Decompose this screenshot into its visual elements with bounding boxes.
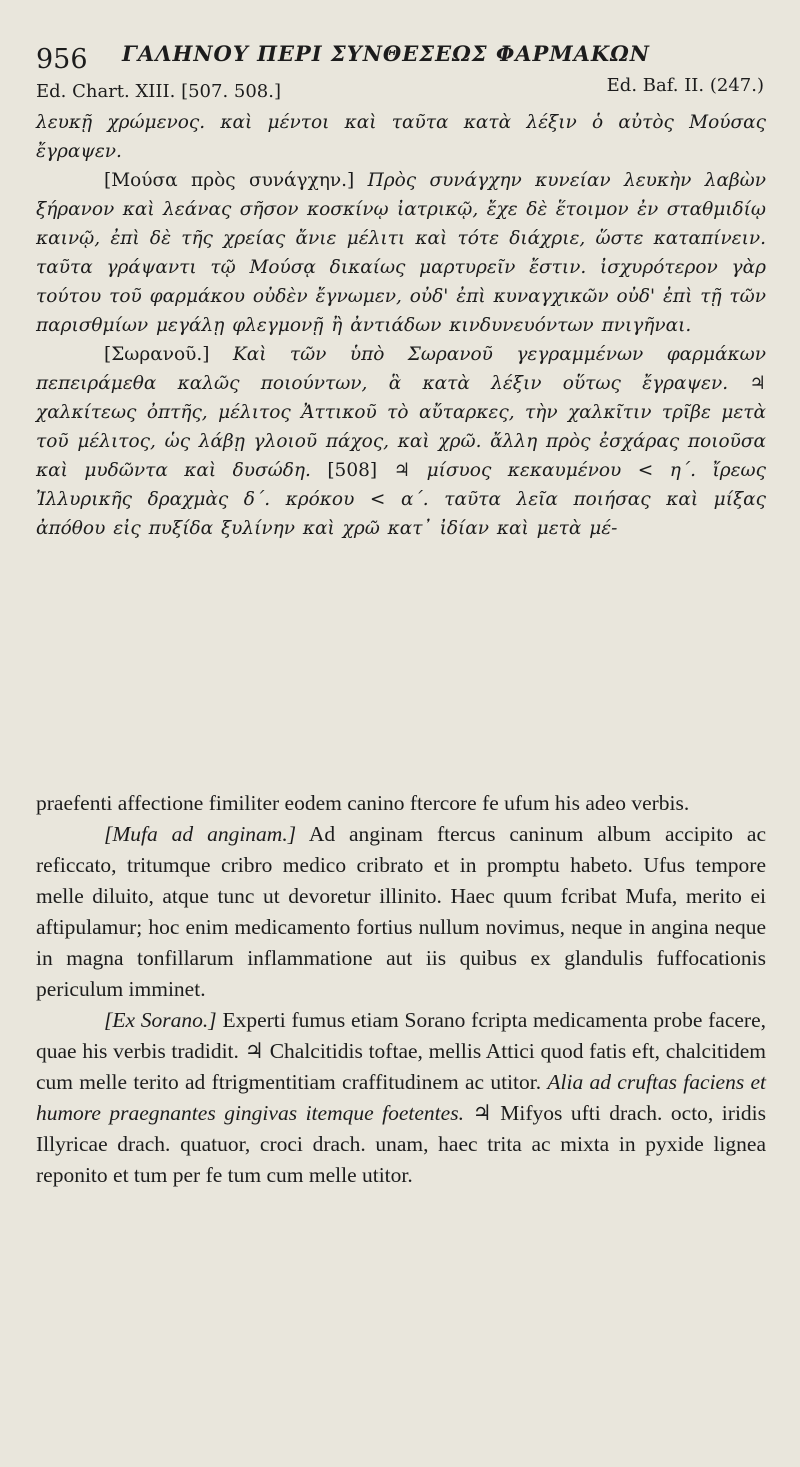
latin-text-soranus-intro: Experti fumus etiam Sorano fcripta medicamenta probe facere, quae his verbis tradidit. (36, 1008, 766, 1063)
page-number: 956 (36, 44, 88, 75)
running-head (36, 28, 766, 75)
greek-text-soranus-intro: Καὶ τῶν ὑπὸ Σωρανοῦ γεγραμμένων φαρμάκων πεπειράμεθα καλῶς ποιούντων, ἃ κατὰ λέξιν οὕτως ἔγραψεν. (36, 344, 766, 394)
greek-page-marker: [508] (327, 460, 378, 481)
greek-heading-musa: [Μούσα πρὸς συνάγχην.] (104, 170, 355, 191)
greek-paragraph-musa (36, 166, 766, 340)
latin-text-recipe-1: Chalcitidis toftae, mellis Attici quod fatis eft, chalcitidem cum melle terito ad ftrigmentitiam craffitudinem ac utitor. (36, 1039, 767, 1094)
latin-text (36, 788, 766, 1191)
recipe-symbol-icon: ♃ (393, 460, 411, 481)
latin-paragraph-soranus (36, 1005, 766, 1191)
recipe-symbol-icon: ♃ (472, 1101, 492, 1126)
drachm-symbol-icon: < (637, 460, 654, 481)
latin-heading-soranus: [Ex Sorano.] (104, 1008, 217, 1032)
latin-text-musa: Ad anginam ftercus caninum album accipito ac reficcato, tritumque cribro medico cribrato et in promptu habeto. Ufus tempore melle diluito, atque tunc ut devoretur illinito. Haec quum fcribat Mufa, merito ei aftipulamur; hoc enim medicamento fortius nullum novimus, neque in angina neque in magna tonfillarum inflammatione aut iis quibus ex glandulis fuffocationis periculum imminet. (36, 822, 766, 1001)
latin-paragraph-1: praefenti affectione fimiliter eodem canino ftercore fe ufum his adeo verbis. (36, 791, 690, 815)
greek-heading-soranus: [Σωρανοῦ.] (104, 344, 210, 365)
greek-text-recipe-2b: η΄. ἴρεως Ἰλλυρικῆς δραχμὰς δ΄. κρόκου (36, 460, 766, 510)
drachm-symbol-icon: < (369, 489, 386, 510)
greek-text-recipe-1: χαλκίτεως ὀπτῆς, μέλιτος Ἀττικοῦ τὸ αὔταρκες, τὴν χαλκῖτιν τρῖβε μετὰ τοῦ μέλιτος, ὡς λάβῃ γλοιοῦ πάχος, καὶ χρῶ. ἄλλη πρὸς ἐσχάρας ποιοῦσα καὶ μυδῶντα καὶ δυσώδη. (36, 402, 766, 481)
greek-text-musa: Πρὸς συνάγχην κυνείαν λευκὴν λαβὼν ξήρανον καὶ λεάνας σῆσον κοσκίνῳ ἰατρικῷ, ἔχε δὲ ἕτοιμον ἐν σταθμιδίῳ καινῷ, ἐπὶ δὲ τῆς χρείας ἄνιε μέλιτι καὶ τότε διάχριε, ὥστε καταπίνειν. ταῦτα γράψαντι τῷ Μούσᾳ δικαίως μαρτυρεῖν ἔστιν. ἰσχυρότερον γὰρ τούτου τοῦ φαρμάκου οὐδὲν ἔγνωμεν, οὐδ' ἐπὶ κυναγχικῶν οὐδ' ἐπὶ τῇ τῶν παρισθμίων μεγάλῃ φλεγμονῇ ἢ ἀντιάδων κινδυνευόντων πνιγῆναι. (36, 170, 766, 336)
greek-text-recipe-2a: μίσυος κεκαυμένου (426, 460, 622, 481)
greek-text-recipe-2c: α΄. ταῦτα λεῖα ποιήσας καὶ μίξας ἀπόθου εἰς πυξίδα ξυλίνην καὶ χρῶ κατ᾽ ἰδίαν καὶ μετὰ μέ- (36, 489, 766, 539)
running-title: ΓΑΛΗΝΟΥ ΠΕΡΙ ΣΥΝΘΕΣΕΩΣ ΦΑΡΜΑΚΩΝ (122, 41, 650, 66)
edition-line (36, 75, 766, 106)
edition-chartier: Ed. Chart. XIII. [507. 508.] (36, 81, 281, 102)
edition-basel: Ed. Baf. II. (247.) (606, 75, 764, 96)
greek-paragraph-1: λευκῇ χρώμενος. καὶ μέντοι καὶ ταῦτα κατὰ λέξιν ὁ αὐτὸς Μούσας ἔγραψεν. (36, 112, 766, 162)
greek-paragraph-soranus (36, 340, 766, 543)
latin-heading-musa: [Mufa ad anginam.] (104, 822, 297, 846)
latin-italic-alia: Alia ad cruftas faciens et humore praegnantes gingivas itemque foetentes. (36, 1070, 766, 1125)
recipe-symbol-icon: ♃ (244, 1039, 264, 1064)
recipe-symbol-icon: ♃ (749, 373, 766, 394)
latin-paragraph-musa (36, 819, 766, 1005)
greek-text (36, 108, 766, 768)
latin-text-recipe-2: Mifyos ufti drach. octo, iridis Illyricae drach. quatuor, croci drach. unam, haec trita ac mixta in pyxide lignea reponito et tum per fe tum cum melle utitor. (36, 1101, 767, 1187)
